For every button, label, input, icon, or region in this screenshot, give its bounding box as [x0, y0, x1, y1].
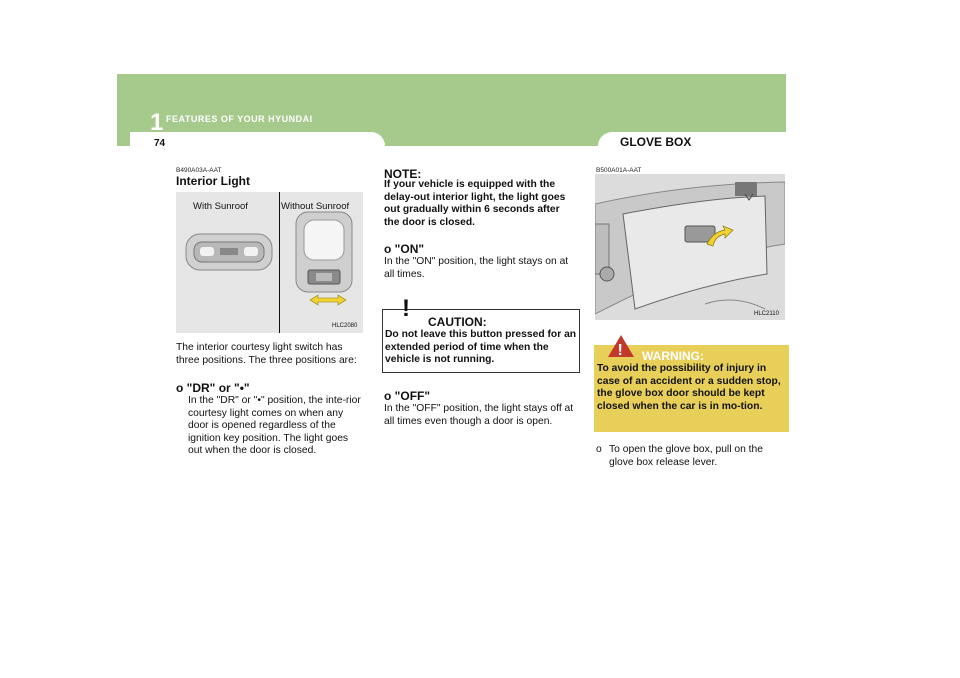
figure-divider [279, 192, 280, 333]
warning-text: To avoid the possibility of injury in case of an accident or a sudden stop, the glove box door should be kept closed when the car is in mo-tion. [597, 363, 781, 412]
caution-icon [393, 294, 419, 320]
off-heading: o "OFF" [384, 389, 431, 403]
section-code: B490A03A-AAT [176, 167, 222, 174]
with-sunroof-label: With Sunroof [193, 201, 248, 212]
glove-box-title: GLOVE BOX [620, 135, 692, 149]
intro-paragraph: The interior courtesy light switch has three positions. The three positions are: [176, 342, 357, 366]
warning-box [594, 342, 789, 432]
header-tab-left [130, 132, 385, 146]
note-heading: NOTE: [384, 167, 422, 181]
page-number: 74 [154, 138, 166, 149]
glove-box-figure [595, 174, 785, 320]
caution-heading: CAUTION: [428, 315, 487, 329]
dr-heading: o "DR" or "•" [176, 381, 250, 395]
note-text: If your vehicle is equipped with the delay-out interior light, the light goes out gradually within 6 seconds after the door is closed. [384, 179, 566, 228]
dr-paragraph: In the "DR" or "•" position, the inte-rior courtesy light comes on when any door is opened regardless of the ignition key position. The light goes out when the door is closed. [188, 395, 361, 457]
caution-box [382, 295, 580, 373]
glove-box-figure-code: HLC2110 [754, 311, 779, 317]
glove-box-illustration [595, 174, 785, 320]
without-sunroof-label: Without Sunroof [281, 201, 350, 212]
section-title: FEATURES OF YOUR HYUNDAI [166, 114, 313, 124]
svg-text:!: ! [617, 342, 623, 358]
on-text: In the "ON" position, the light stays on at all times. [384, 256, 569, 280]
caution-text: Do not leave this button pressed for an extended period of time when the vehicle is not running. [385, 329, 577, 366]
glove-box-instruction: To open the glove box, pull on the glove box release lever. [609, 444, 763, 468]
chapter-number: 1 [150, 109, 164, 136]
interior-light-illustration [176, 192, 363, 333]
svg-text:!: ! [402, 295, 410, 320]
bullet-marker: o [596, 444, 602, 455]
figure-code: HLC2080 [332, 323, 358, 329]
warning-icon [607, 334, 635, 358]
on-heading: o "ON" [384, 242, 425, 256]
warning-heading: WARNING: [642, 349, 704, 363]
interior-light-heading: Interior Light [176, 174, 250, 188]
interior-light-figure [176, 192, 363, 333]
glove-box-code: B500A01A-AAT [596, 167, 642, 174]
off-text: In the "OFF" position, the light stays off at all times even though a door is open. [384, 403, 574, 427]
